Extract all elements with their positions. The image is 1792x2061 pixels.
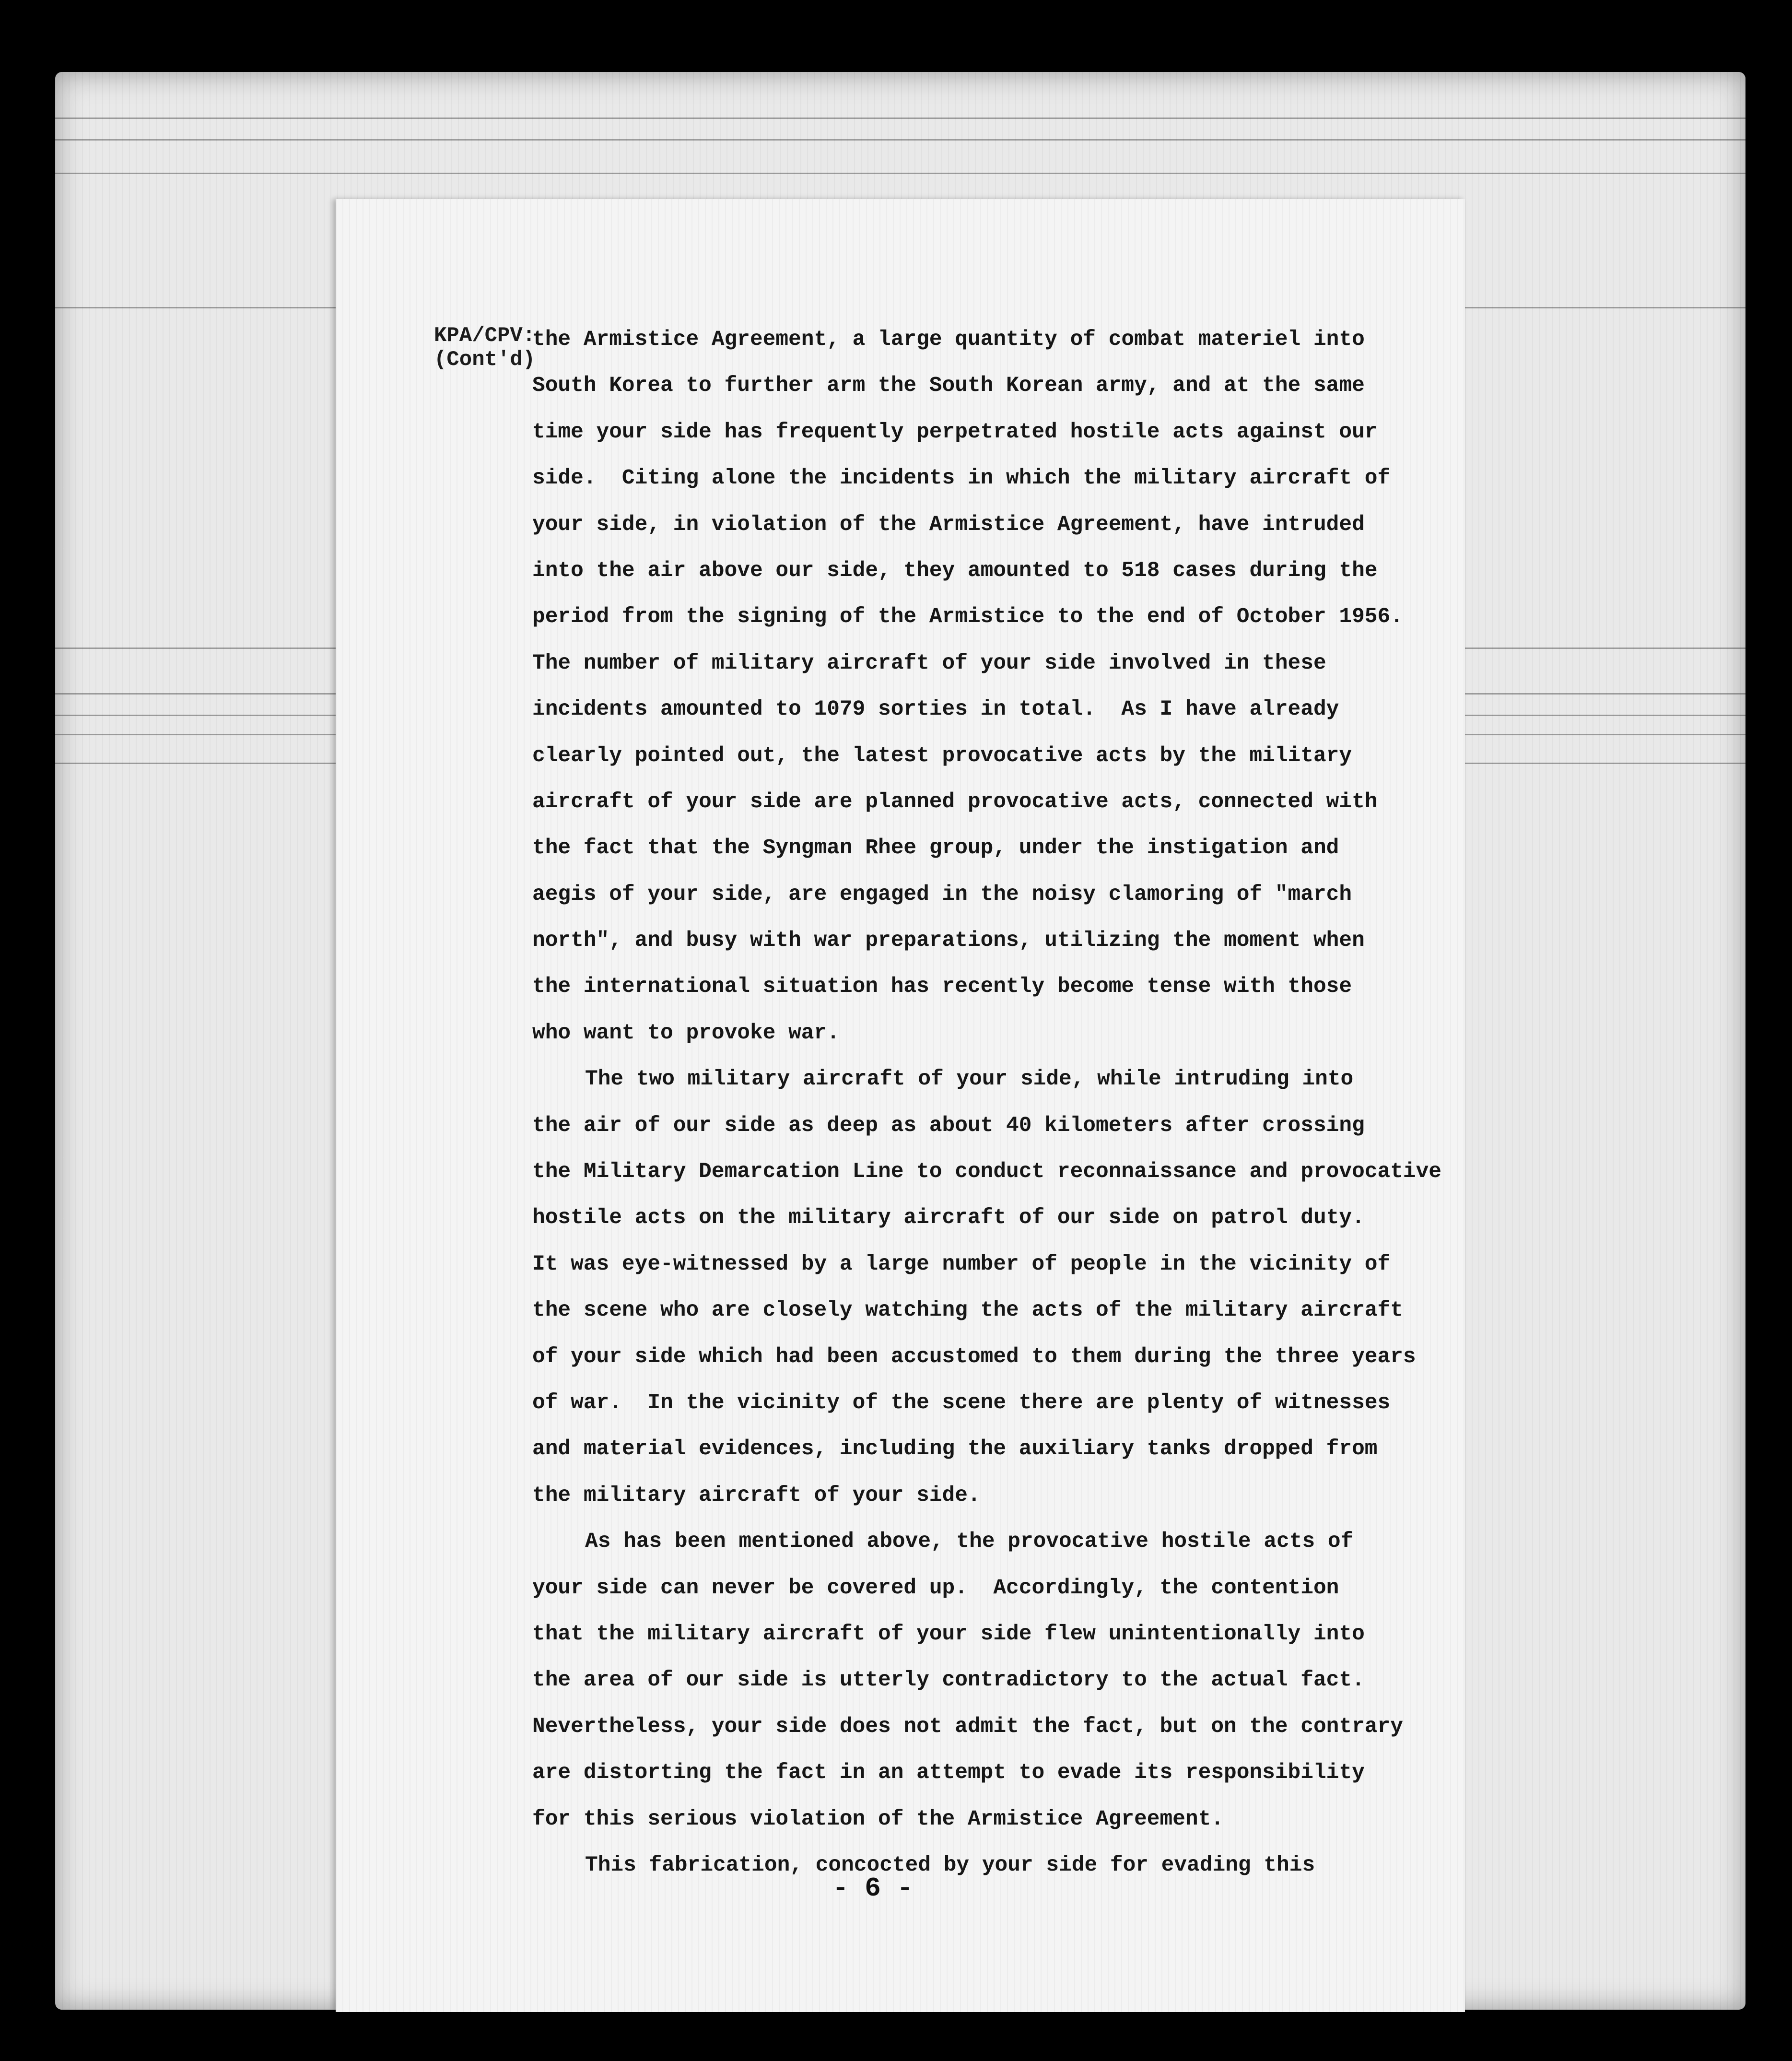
text-line: for this serious violation of the Armistice Agreement. (532, 1807, 1224, 1831)
speaker-label-line: (Cont'd) (434, 348, 536, 372)
text-line: clearly pointed out, the latest provocative acts by the military (532, 743, 1352, 768)
text-line: into the air above our side, they amounted to 518 cases during the (532, 558, 1378, 583)
ruled-line (55, 118, 1745, 119)
text-line: aircraft of your side are planned provocative acts, connected with (532, 789, 1378, 814)
page-number: - 6 - (832, 1873, 914, 1904)
text-line: aegis of your side, are engaged in the noisy clamoring of "march (532, 882, 1352, 907)
text-line: the area of our side is utterly contradictory to the actual fact. (532, 1668, 1365, 1693)
text-line: incidents amounted to 1079 sorties in total. As I have already (532, 697, 1339, 722)
text-line: that the military aircraft of your side flew unintentionally into (532, 1622, 1365, 1646)
text-line: and material evidences, including the auxiliary tanks dropped from (532, 1437, 1378, 1461)
text-line: South Korea to further arm the South Korean army, and at the same (532, 374, 1365, 398)
text-line: your side can never be covered up. Accordingly, the contention (532, 1576, 1339, 1600)
speaker-label-line: KPA/CPV: (434, 324, 536, 348)
text-line: hostile acts on the military aircraft of our side on patrol duty. (532, 1206, 1365, 1230)
text-line: As has been mentioned above, the provocative hostile acts of (585, 1530, 1354, 1554)
text-line: the international situation has recently become tense with those (532, 975, 1352, 999)
text-line: side. Citing alone the incidents in which the military aircraft of (532, 466, 1391, 491)
text-line: the Armistice Agreement, a large quantity of combat materiel into (532, 328, 1365, 352)
ruled-line (55, 139, 1745, 141)
text-line: Nevertheless, your side does not admit the fact, but on the contrary (532, 1714, 1403, 1739)
text-line: The two military aircraft of your side, while intruding into (585, 1067, 1354, 1092)
body-text (532, 325, 1442, 1897)
text-line: the air of our side as deep as about 40 kilometers after crossing (532, 1113, 1365, 1138)
speaker-label (434, 324, 535, 372)
text-line: time your side has frequently perpetrated hostile acts against our (532, 420, 1378, 444)
text-line: It was eye-witnessed by a large number of people in the vicinity of (532, 1252, 1391, 1276)
text-line: the military aircraft of your side. (532, 1483, 981, 1507)
text-line: who want to provoke war. (532, 1021, 840, 1045)
ruled-line (55, 173, 1745, 174)
text-line: of your side which had been accustomed to them during the three years (532, 1344, 1416, 1369)
text-line: the Military Demarcation Line to conduct reconnaissance and provocative (532, 1160, 1442, 1184)
text-line: north", and busy with war preparations, utilizing the moment when (532, 929, 1365, 953)
text-line: The number of military aircraft of your side involved in these (532, 651, 1326, 675)
text-line: of war. In the vicinity of the scene there are plenty of witnesses (532, 1390, 1391, 1415)
text-line: your side, in violation of the Armistice Agreement, have intruded (532, 512, 1365, 537)
text-line: the scene who are closely watching the acts of the military aircraft (532, 1298, 1403, 1323)
text-line: the fact that the Syngman Rhee group, under the instigation and (532, 836, 1339, 860)
text-line: are distorting the fact in an attempt to evade its responsibility (532, 1761, 1365, 1785)
text-line: period from the signing of the Armistice to the end of October 1956. (532, 605, 1403, 629)
text-line: This fabrication, concocted by your side for evading this (585, 1853, 1315, 1877)
